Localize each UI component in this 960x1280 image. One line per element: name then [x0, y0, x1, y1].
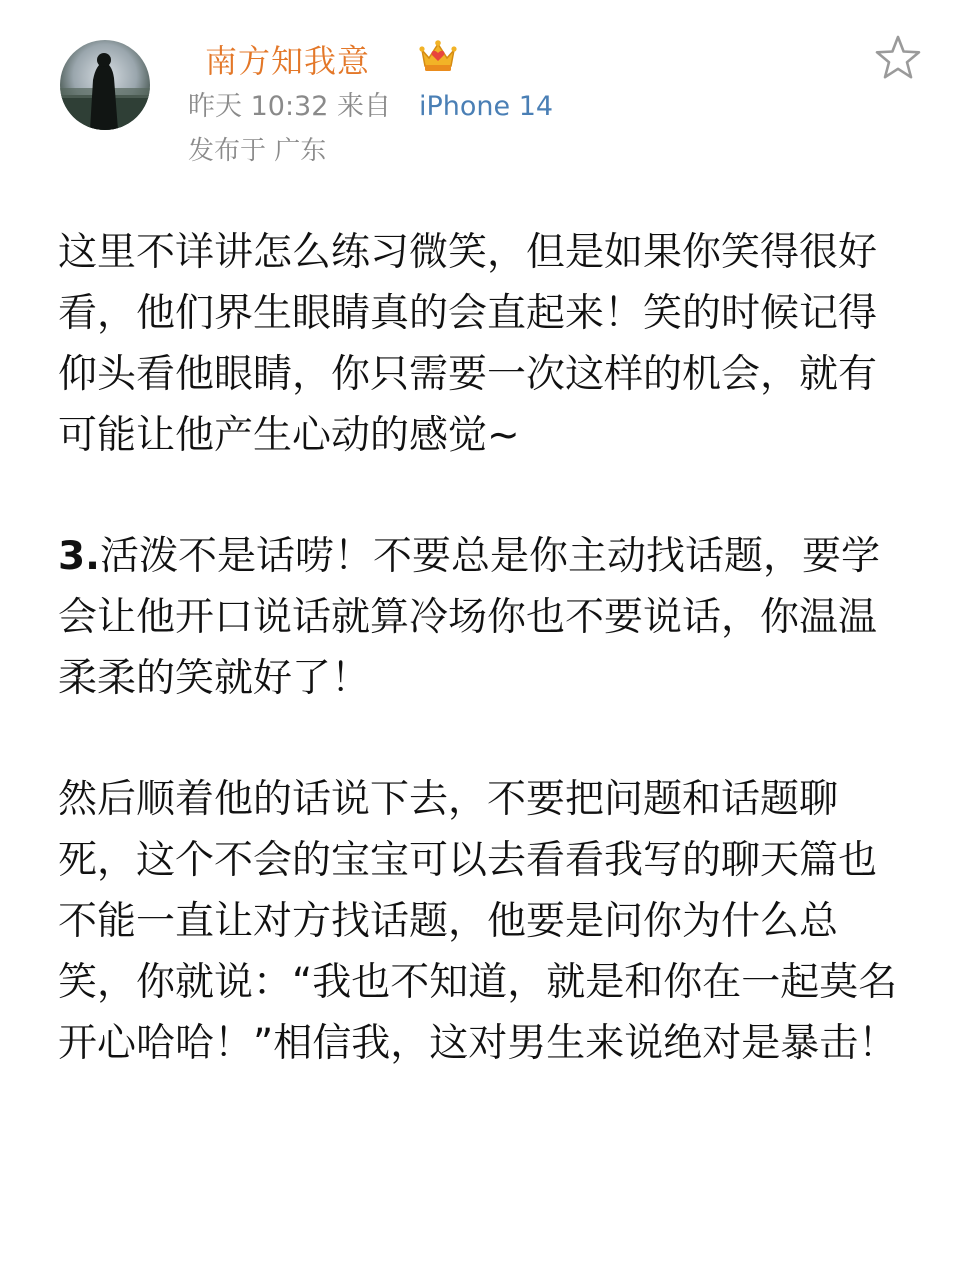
username[interactable]: 南方知我意 — [205, 42, 371, 80]
paragraph-3: 然后顺着他的话说下去，不要把问题和话题聊死，这个不会的宝宝可以去看看我写的聊天篇也不能一直让对方找话题，他要是问你为什么总笑，你就说：“我也不知道，就是和你在一起莫名开心哈哈！”相信我，这对男生来说绝对是暴击！ — [58, 777, 898, 1066]
post-location: 发布于 广东 — [188, 136, 327, 166]
list-number: 3. — [58, 534, 100, 579]
post-body — [58, 222, 908, 1074]
post-time: 昨天 10:32 来自 — [188, 91, 391, 122]
post-meta — [188, 84, 553, 123]
paragraph-2-text: 活泼不是话唠！不要总是你主动找话题，要学会让他开口说话就算冷场你也不要说话，你温温柔柔的笑就好了！ — [58, 534, 880, 701]
avatar[interactable] — [60, 40, 150, 130]
crown-icon — [418, 38, 458, 74]
paragraph-1: 这里不详讲怎么练习微笑，但是如果你笑得很好看，他们界生眼睛真的会直起来！笑的时候记得仰头看他眼睛，你只需要一次这样的机会，就有可能让他产生心动的感觉~ — [58, 230, 878, 458]
star-icon[interactable] — [874, 34, 922, 80]
avatar-image — [60, 40, 150, 130]
paragraph-2 — [58, 526, 908, 709]
device-link[interactable]: iPhone 14 — [418, 91, 554, 122]
